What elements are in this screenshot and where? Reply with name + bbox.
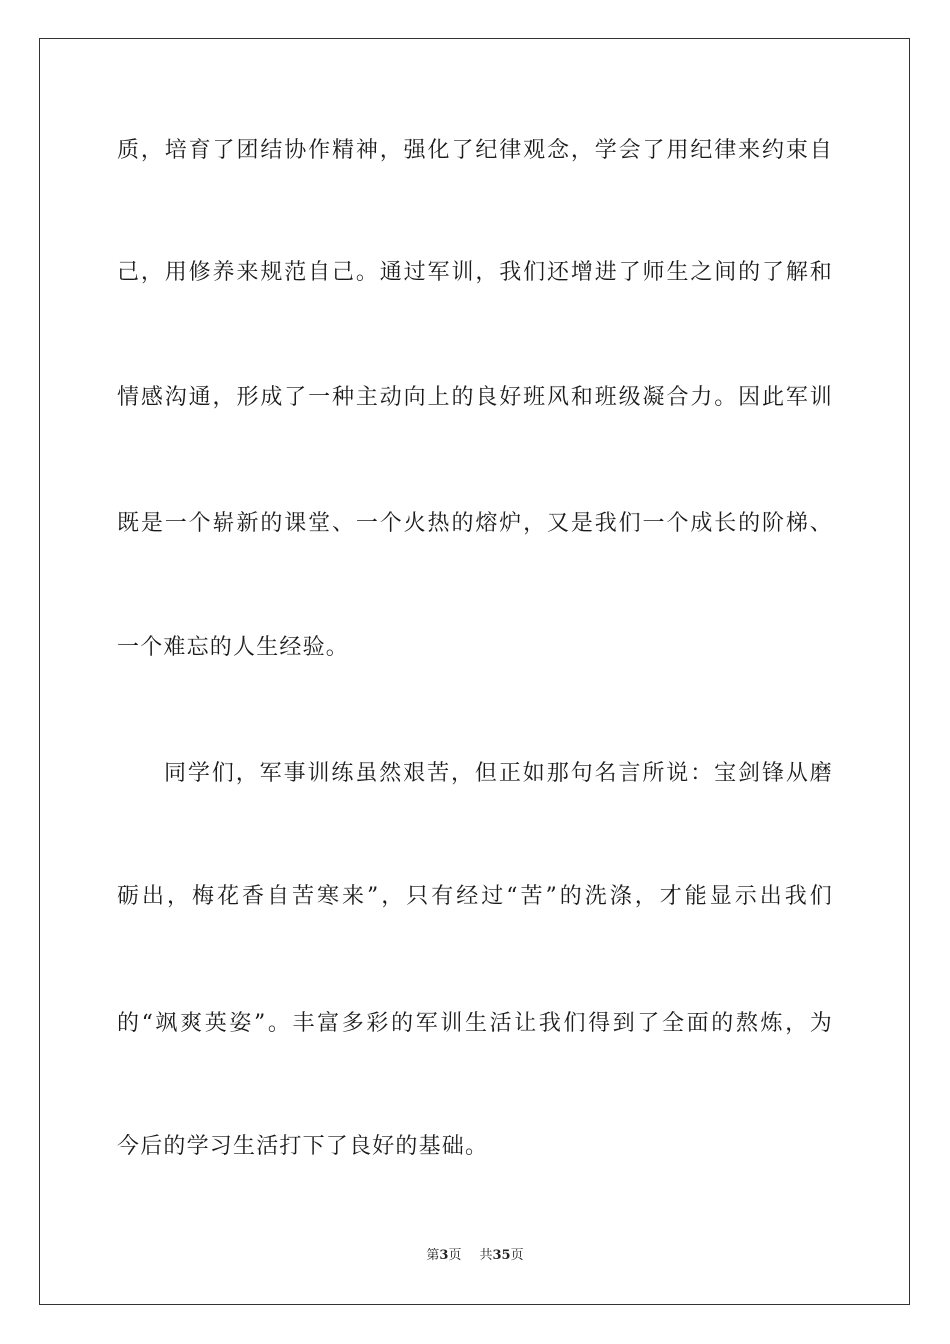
page-footer — [0, 1246, 950, 1266]
footer-page-prefix: 第 — [426, 1248, 440, 1263]
paragraph-line: 一个难忘的人生经验。 — [117, 635, 350, 660]
footer-total-pages: 35 — [492, 1248, 511, 1263]
paragraph-line: 情感沟通，形成了一种主动向上的良好班风和班级凝合力。因此军训 — [117, 385, 833, 410]
paragraph-line: 的“飒爽英姿”。丰富多彩的军训生活让我们得到了全面的熬炼，为 — [117, 1011, 833, 1036]
paragraph-line: 既是一个崭新的课堂、一个火热的熔炉，又是我们一个成长的阶梯、 — [117, 511, 833, 536]
page-border — [39, 38, 910, 1305]
footer-page-suffix: 页 — [448, 1248, 462, 1263]
footer-total-prefix: 共 — [479, 1248, 493, 1263]
paragraph-line: 同学们，军事训练虽然艰苦，但正如那句名言所说：宝剑锋从磨 — [164, 761, 833, 786]
paragraph-line: 己，用修养来规范自己。通过军训，我们还增进了师生之间的了解和 — [117, 260, 833, 285]
paragraph-line: 砺出，梅花香自苦寒来”，只有经过“苦”的洗涤，才能显示出我们 — [117, 884, 833, 909]
paragraph-line: 今后的学习生活打下了良好的基础。 — [117, 1134, 489, 1159]
footer-page-number: 3 — [439, 1248, 449, 1263]
paragraph-line: 质，培育了团结协作精神，强化了纪律观念，学会了用纪律来约束自 — [117, 138, 833, 163]
footer-total-suffix: 页 — [510, 1248, 524, 1263]
